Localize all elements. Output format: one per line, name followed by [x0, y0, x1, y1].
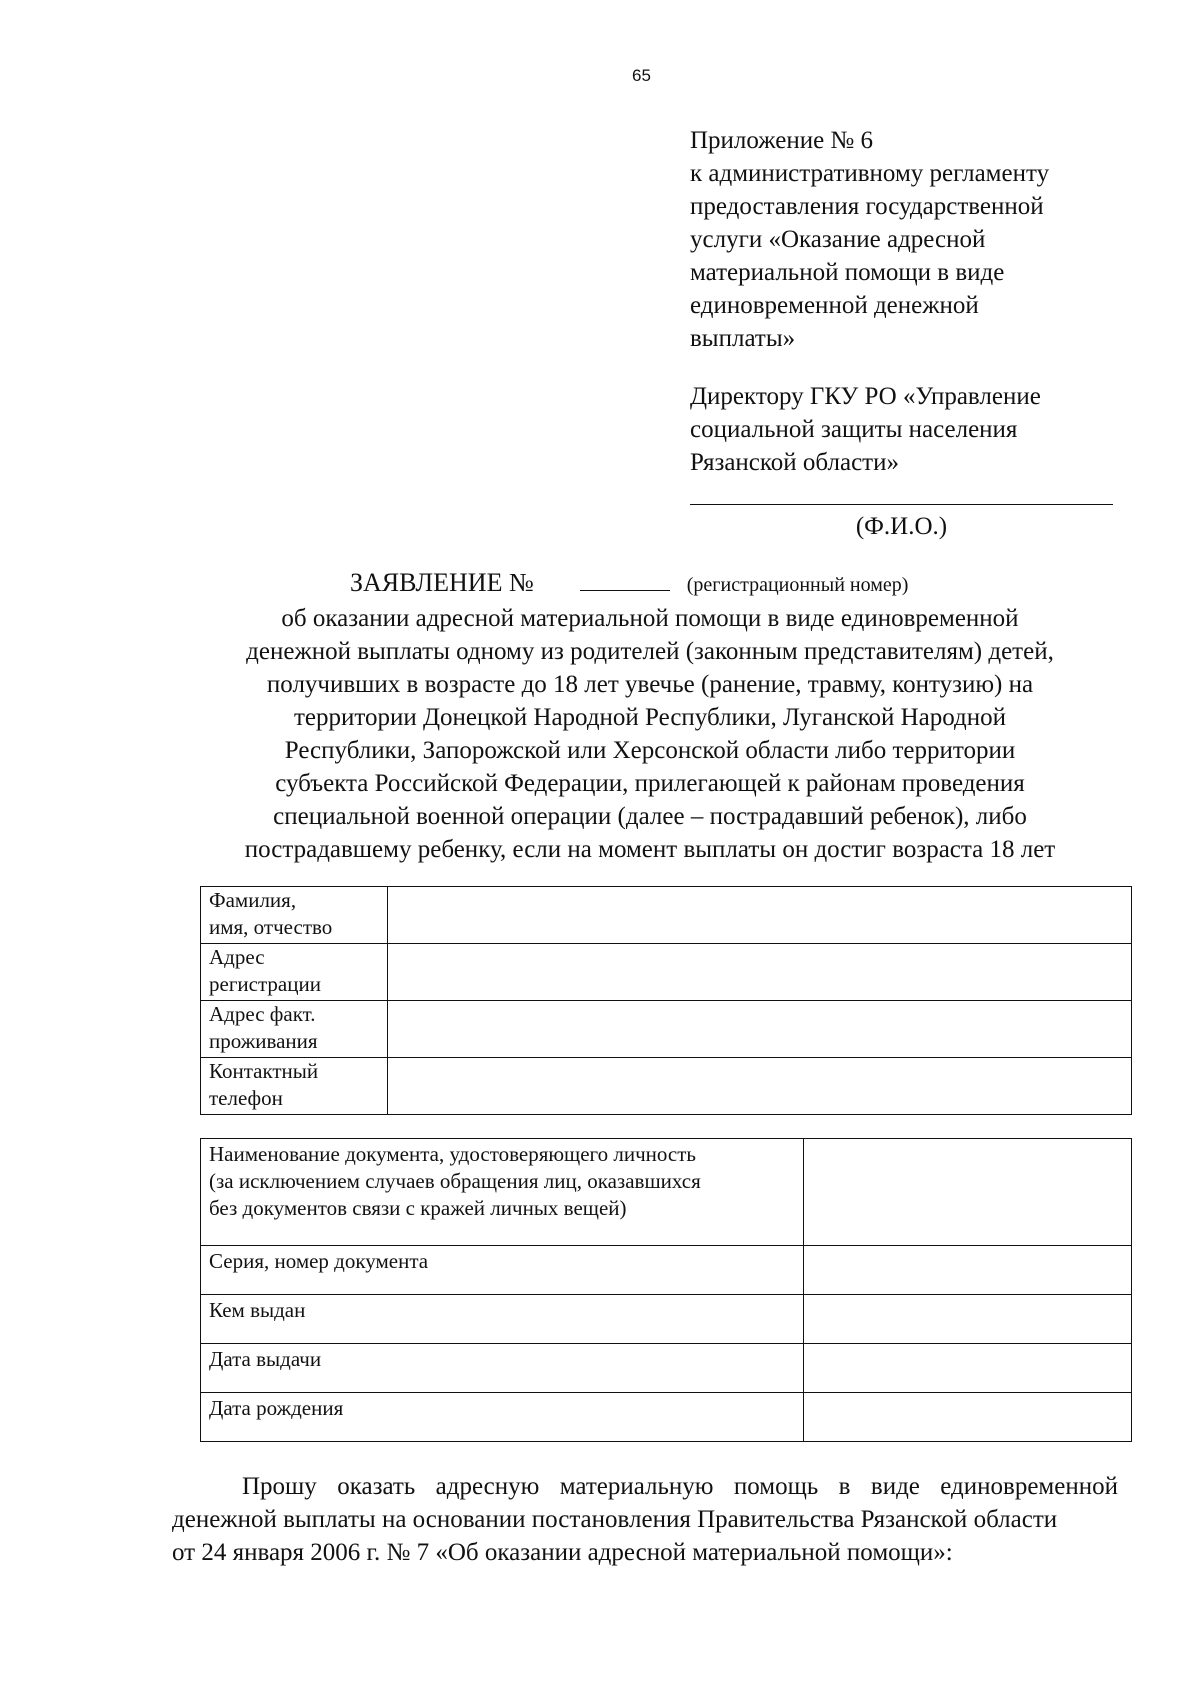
table-label-cell — [201, 944, 388, 1001]
label-line: Наименование документа, удостоверяющего личность — [209, 1142, 697, 1166]
table-label-cell — [201, 887, 388, 944]
table-label-cell — [201, 1344, 804, 1393]
table-row — [201, 944, 1132, 1001]
label-line: регистрации — [209, 972, 321, 996]
label-line: имя, отчество — [209, 915, 333, 939]
label-line: проживания — [209, 1029, 318, 1053]
appendix-line: выплаты» — [690, 325, 796, 352]
table-row — [201, 1295, 1132, 1344]
actual-address-field[interactable] — [388, 1001, 1132, 1058]
addressee-line: социальной защиты населения — [690, 416, 1018, 443]
table-row — [201, 1001, 1132, 1058]
personal-info-table — [200, 886, 1132, 1115]
table-label-cell — [201, 1139, 804, 1246]
appendix-line: предоставления государственной — [690, 193, 1044, 220]
registration-address-field[interactable] — [388, 944, 1132, 1001]
request-line: Прошу оказать адресную материальную помощь в виде единовременной — [242, 1473, 1118, 1500]
appendix-line: материальной помощи в виде — [690, 259, 1005, 286]
appendix-line: услуги «Оказание адресной — [690, 226, 986, 253]
fio-fill-line[interactable] — [690, 504, 1113, 505]
table-row — [201, 1393, 1132, 1442]
statement-title — [350, 566, 908, 602]
table-row — [201, 1246, 1132, 1295]
subject-line: Республики, Запорожской или Херсонской области либо территории — [284, 737, 1016, 764]
subject-line: субъекта Российской Федерации, прилегающей к районам проведения — [275, 770, 1025, 797]
label-line: Дата рождения — [209, 1396, 344, 1420]
label-line: без документов связи с кражей личных вещей) — [209, 1196, 627, 1220]
statement-title-word: ЗАЯВЛЕНИЕ — [350, 568, 503, 597]
fio-label: (Ф.И.О.) — [855, 513, 948, 540]
subject-line: денежной выплаты одному из родителей (законным представителям) детей, — [246, 638, 1054, 665]
issue-date-field[interactable] — [804, 1344, 1132, 1393]
registration-number-field[interactable] — [580, 566, 670, 591]
full-name-field[interactable] — [388, 887, 1132, 944]
label-line: Дата выдачи — [209, 1347, 322, 1371]
registration-number-note: (регистрационный номер) — [686, 574, 909, 596]
subject-line: получивших в возрасте до 18 лет увечье (ранение, травму, контузию) на — [266, 671, 1034, 698]
document-name-field[interactable] — [804, 1139, 1132, 1246]
label-line: Серия, номер документа — [209, 1249, 429, 1273]
subject-line: пострадавшему ребенку, если на момент выплаты он достиг возраста 18 лет — [244, 836, 1056, 863]
page-number: 65 — [632, 66, 651, 85]
label-line: (за исключением случаев обращения лиц, оказавшихся — [209, 1169, 701, 1193]
appendix-line: единовременной денежной — [690, 292, 979, 319]
table-row — [201, 887, 1132, 944]
birth-date-field[interactable] — [804, 1393, 1132, 1442]
appendix-line: Приложение № 6 — [690, 127, 874, 154]
request-line: денежной выплаты на основании постановления Правительства Рязанской области — [172, 1506, 1058, 1533]
label-line: Адрес факт. — [209, 1002, 316, 1026]
subject-line: об оказании адресной материальной помощи в виде единовременной — [281, 605, 1019, 632]
addressee-line: Директору ГКУ РО «Управление — [690, 383, 1041, 410]
table-row — [201, 1058, 1132, 1115]
addressee-line: Рязанской области» — [690, 449, 899, 476]
table-row — [201, 1139, 1132, 1246]
table-label-cell — [201, 1295, 804, 1344]
label-line: Кем выдан — [209, 1298, 306, 1322]
table-label-cell — [201, 1001, 388, 1058]
subject-line: территории Донецкой Народной Республики, Луганской Народной — [293, 704, 1007, 731]
identity-document-table — [200, 1138, 1132, 1442]
subject-line: специальной военной операции (далее – пострадавший ребенок), либо — [273, 803, 1027, 830]
table-label-cell — [201, 1058, 388, 1115]
label-line: Контактный — [209, 1059, 319, 1083]
issued-by-field[interactable] — [804, 1295, 1132, 1344]
addressee-block — [690, 380, 1130, 479]
table-row — [201, 1344, 1132, 1393]
label-line: телефон — [209, 1086, 283, 1110]
request-paragraph — [172, 1470, 1118, 1569]
table-label-cell — [201, 1393, 804, 1442]
label-line: Адрес — [209, 945, 265, 969]
number-sign: № — [508, 568, 534, 597]
statement-subject — [160, 602, 1140, 866]
label-line: Фамилия, — [209, 888, 297, 912]
request-line: от 24 января 2006 г. № 7 «Об оказании адресной материальной помощи»: — [172, 1539, 953, 1566]
table-label-cell — [201, 1246, 804, 1295]
contact-phone-field[interactable] — [388, 1058, 1132, 1115]
appendix-line: к административному регламенту — [690, 160, 1050, 187]
document-number-field[interactable] — [804, 1246, 1132, 1295]
appendix-block — [690, 124, 1130, 355]
